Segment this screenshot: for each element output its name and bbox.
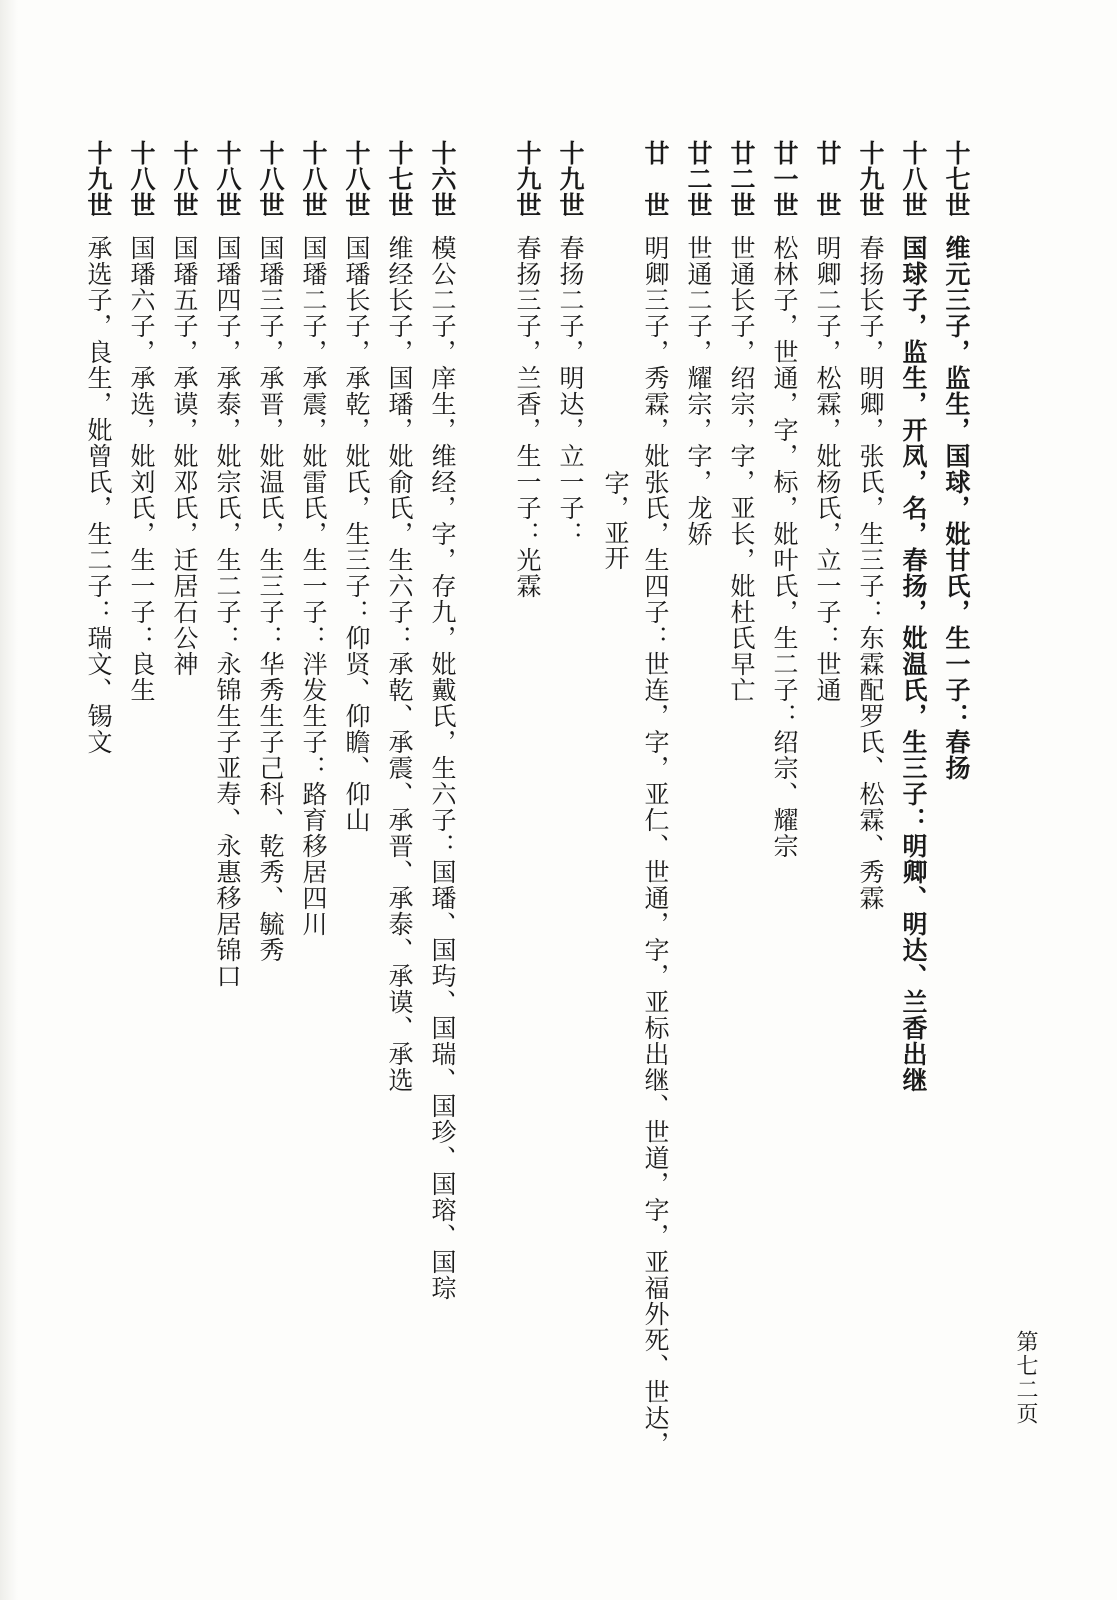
entry-text: 春扬长子，明卿，张氏，生三子：东霖配罗氏、松霖、秀霖	[856, 235, 885, 911]
entry-text: 国璠四子，承泰，妣宗氏，生二子：永锦生子亚寿、永惠移居锦口	[213, 235, 242, 989]
entry-column	[294, 140, 332, 937]
entry-column	[851, 140, 889, 911]
entry-text: 模公二子，庠生，维经，字，存九，妣戴氏，生六子：国璠、国玙、国瑞、国珍、国瑢、国琮	[428, 235, 457, 1301]
continuation-text: 字，亚开	[601, 470, 630, 570]
entry-column	[551, 140, 589, 547]
entry-column	[636, 140, 674, 1457]
entry-column	[808, 140, 846, 703]
generation-label: 十七世	[942, 140, 971, 218]
entry-column	[679, 140, 717, 547]
generation-label: 十六世	[428, 140, 457, 218]
generation-label: 十八世	[899, 140, 928, 218]
generation-label: 十九世	[84, 140, 113, 218]
generation-label: 十九世	[513, 140, 542, 218]
page-number: 第七二页	[1013, 1330, 1038, 1426]
generation-label: 十八世	[299, 140, 328, 218]
entry-column	[508, 140, 546, 599]
entry-text: 明卿三子，秀霖，妣张氏，生四子：世连，字，亚仁、世通，字，亚标出继、世道，字，亚福外死、世达，	[641, 235, 670, 1457]
entry-column	[894, 140, 932, 1093]
scan-edge	[0, 0, 18, 1600]
entry-column	[423, 140, 461, 1301]
generation-label: 十八世	[342, 140, 371, 218]
entry-text: 世通长子，绍宗，字，亚长，妣杜氏早亡	[727, 235, 756, 703]
generation-label: 十九世	[556, 140, 585, 218]
entry-column	[722, 140, 760, 703]
entry-column	[337, 140, 375, 833]
generation-label: 十八世	[213, 140, 242, 218]
generation-label: 廿 世	[813, 140, 842, 218]
entry-text: 明卿二子，松霖，妣杨氏，立一子：世通	[813, 235, 842, 703]
generation-label: 廿二世	[727, 140, 756, 218]
generation-label: 十八世	[127, 140, 156, 218]
entry-text: 维元三子，监生，国球，妣甘氏，生一子：春扬	[942, 235, 971, 781]
entry-text: 国璠五子，承谟，妣邓氏，迁居石公神	[170, 235, 199, 677]
entry-column	[765, 140, 803, 859]
entry-text: 春扬二子，明达，立一子：	[556, 235, 585, 547]
entry-column	[380, 140, 418, 1093]
generation-label: 十七世	[385, 140, 414, 218]
entry-text: 国璠二子，承震，妣雷氏，生一子：泮发生子：路育移居四川	[299, 235, 328, 937]
entry-column	[208, 140, 246, 989]
entry-text: 国球子，监生，开凤，名，春扬，妣温氏，生三子：明卿、明达、兰香出继	[899, 235, 928, 1093]
generation-label: 十九世	[856, 140, 885, 218]
entry-column	[165, 140, 203, 677]
entry-column	[122, 140, 160, 703]
generation-label: 十八世	[170, 140, 199, 218]
entry-text: 春扬三子，兰香，生一子：光霖	[513, 235, 542, 599]
generation-label: 廿一世	[770, 140, 799, 218]
generation-label: 廿二世	[684, 140, 713, 218]
generation-label: 十八世	[256, 140, 285, 218]
entry-text: 世通二子，耀宗，字，龙娇	[684, 235, 713, 547]
entry-text: 国璠六子，承选，妣刘氏，生一子：良生	[127, 235, 156, 703]
entry-column	[937, 140, 975, 781]
entry-column	[251, 140, 289, 963]
entry-column	[79, 140, 117, 755]
entry-text: 承选子，良生，妣曾氏，生二子：瑞文、锡文	[84, 235, 113, 755]
entry-text: 维经长子，国璠，妣俞氏，生六子：承乾、承震、承晋、承泰、承谟、承选	[385, 235, 414, 1093]
generation-label: 廿 世	[641, 140, 670, 218]
entry-text: 国璠三子，承晋，妣温氏，生三子：华秀生子己科、乾秀、毓秀	[256, 235, 285, 963]
entry-text: 松林子，世通，字，标，妣叶氏，生二子：绍宗、耀宗	[770, 235, 799, 859]
entry-text: 国璠长子，承乾，妣氏，生三子：仰贤、仰瞻、仰山	[342, 235, 371, 833]
